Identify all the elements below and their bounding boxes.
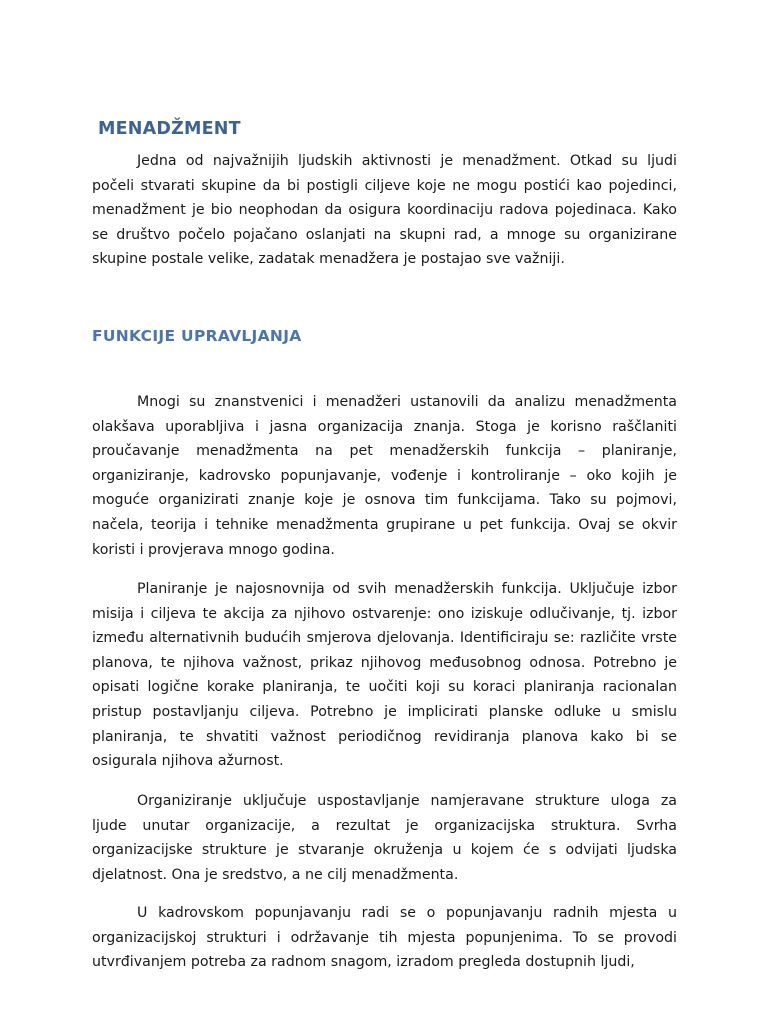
paragraph-organizing: Organiziranje uključuje uspostavljanje namjeravane strukture uloga za ljude unutar organizacije, a rezultat je organizacijska struktura. Svrha organizacijske strukture je stvaranje okruženja u kojem će s odvijati ljudska djelatnost. Ona je sredstvo, a ne cilj menadžmenta. [92,793,677,883]
paragraph-staffing: U kadrovskom popunjavanju radi se o popunjavanju radnih mjesta u organizacijskoj strukturi i održavanje tih mjesta popunjenima. To se provodi utvrđivanjem potreba za radnom snagom, izradom pregleda dostupnih ljudi, [92,905,677,971]
section-title: FUNKCIJE UPRAVLJANJA [92,327,302,345]
paragraph-planning: Planiranje je najosnovnija od svih menadžerskih funkcija. Uključuje izbor misija i ciljeva te akcija za njihovo ostvarenje: ono iziskuje odlučivanje, tj. izbor između alternativnih budućih smjerova djelovanja. Identificiraju se: različite vrste planova, te njihova važnost, prikaz njihovog međusobnog odnosa. Potrebno je opisati logične korake planiranja, te uočiti koji su koraci planiranja racionalan pristup postavljanju ciljeva. Potrebno je implicirati planske odluke u smislu planiranja, te shvatiti važnost periodičnog revidiranja planova kako bi se osigurala njihova ažurnost. [92,581,677,770]
intro-paragraph: Jedna od najvažnijih ljudskih aktivnosti je menadžment. Otkad su ljudi počeli stvarati skupine da bi postigli ciljeve koje ne mogu postići kao pojedinci, menadžment je bio neophodan da osigura koordinaciju radova pojedinaca. Kako se društvo počelo pojačano oslanjati na skupni rad, a mnoge su organizirane skupine postale velike, zadatak menadžera je postajao sve važniji. [92,153,677,268]
document-title: MENADŽMENT [98,119,241,139]
paragraph-management-functions: Mnogi su znanstvenici i menadžeri ustanovili da analizu menadžmenta olakšava uporabljiva i jasna organizacija znanja. Stoga je korisno raščlaniti proučavanje menadžmenta na pet menadžerskih funkcija – planiranje, organiziranje, kadrovsko popunjavanje, vođenje i kontroliranje – oko kojih je moguće organizirati znanje koje je osnova tim funkcijama. Tako su pojmovi, načela, teorija i tehnike menadžmenta grupirane u pet funkcija. Ovaj se okvir koristi i provjerava mnogo godina. [92,394,677,558]
